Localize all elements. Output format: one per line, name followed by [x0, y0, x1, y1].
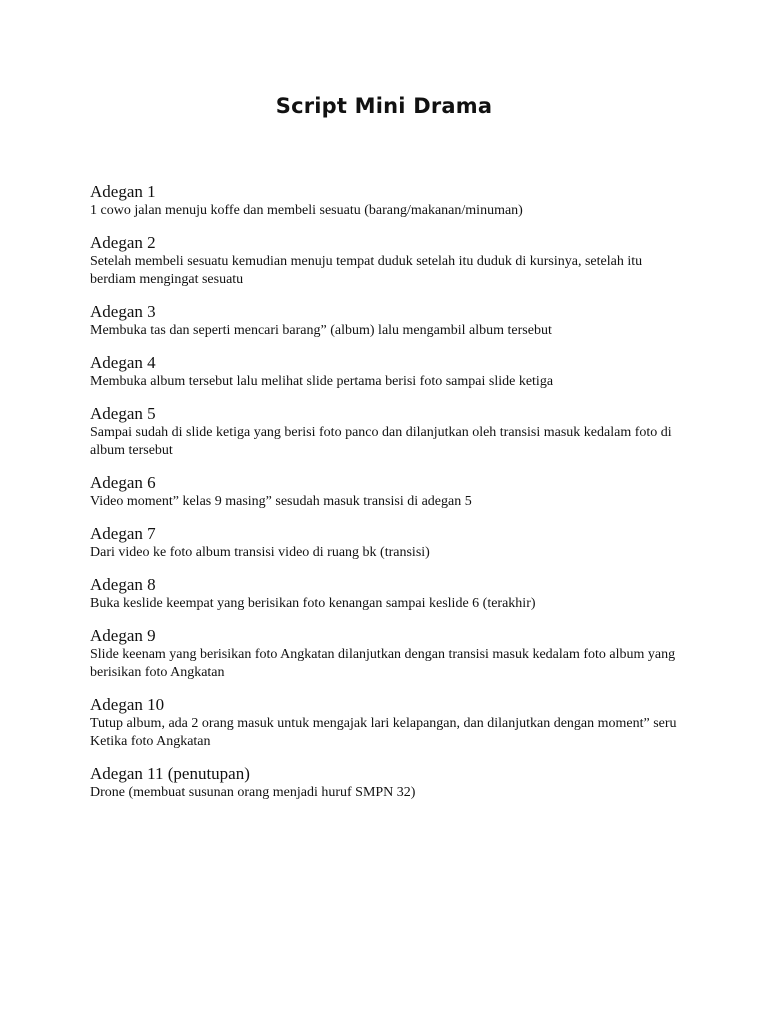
scene-list [90, 181, 690, 814]
scene-heading: Adegan 8 [90, 575, 156, 594]
scene-item [90, 181, 690, 220]
scene-heading: Adegan 6 [90, 473, 156, 492]
scene-item [90, 301, 690, 340]
scene-item [90, 574, 690, 613]
scene-item [90, 352, 690, 391]
scene-heading: Adegan 1 [90, 182, 156, 201]
scene-item [90, 763, 690, 802]
scene-description: Slide keenam yang berisikan foto Angkatan dilanjutkan dengan transisi masuk kedalam foto album yang berisikan foto Angkatan [90, 647, 676, 680]
scene-heading: Adegan 10 [90, 695, 165, 714]
scene-description: Dari video ke foto album transisi video di ruang bk (transisi) [90, 545, 430, 560]
scene-description: Tutup album, ada 2 orang masuk untuk mengajak lari kelapangan, dan dilanjutkan dengan moment” seru Ketika foto Angkatan [90, 716, 677, 749]
scene-description: Buka keslide keempat yang berisikan foto kenangan sampai keslide 6 (terakhir) [90, 596, 536, 611]
scene-description: Drone (membuat susunan orang menjadi huruf SMPN 32) [90, 785, 416, 800]
scene-heading: Adegan 7 [90, 524, 156, 543]
document-title: Script Mini Drama [275, 94, 493, 118]
scene-description: Video moment” kelas 9 masing” sesudah masuk transisi di adegan 5 [90, 494, 472, 509]
scene-heading: Adegan 11 (penutupan) [90, 764, 250, 783]
scene-heading: Adegan 4 [90, 353, 156, 372]
scene-item [90, 694, 690, 751]
scene-item [90, 403, 690, 460]
scene-description: 1 cowo jalan menuju koffe dan membeli sesuatu (barang/makanan/minuman) [90, 203, 523, 218]
scene-description: Sampai sudah di slide ketiga yang berisi foto panco dan dilanjutkan oleh transisi masuk kedalam foto di album tersebut [90, 425, 672, 458]
scene-item [90, 232, 690, 289]
scene-item [90, 523, 690, 562]
scene-heading: Adegan 2 [90, 233, 156, 252]
scene-item [90, 625, 690, 682]
scene-description: Membuka album tersebut lalu melihat slide pertama berisi foto sampai slide ketiga [90, 374, 554, 389]
scene-heading: Adegan 5 [90, 404, 156, 423]
scene-item [90, 472, 690, 511]
scene-description: Setelah membeli sesuatu kemudian menuju tempat duduk setelah itu duduk di kursinya, setelah itu berdiam mengingat sesuatu [90, 254, 643, 287]
scene-heading: Adegan 9 [90, 626, 156, 645]
scene-heading: Adegan 3 [90, 302, 156, 321]
scene-description: Membuka tas dan seperti mencari barang” (album) lalu mengambil album tersebut [90, 323, 552, 338]
